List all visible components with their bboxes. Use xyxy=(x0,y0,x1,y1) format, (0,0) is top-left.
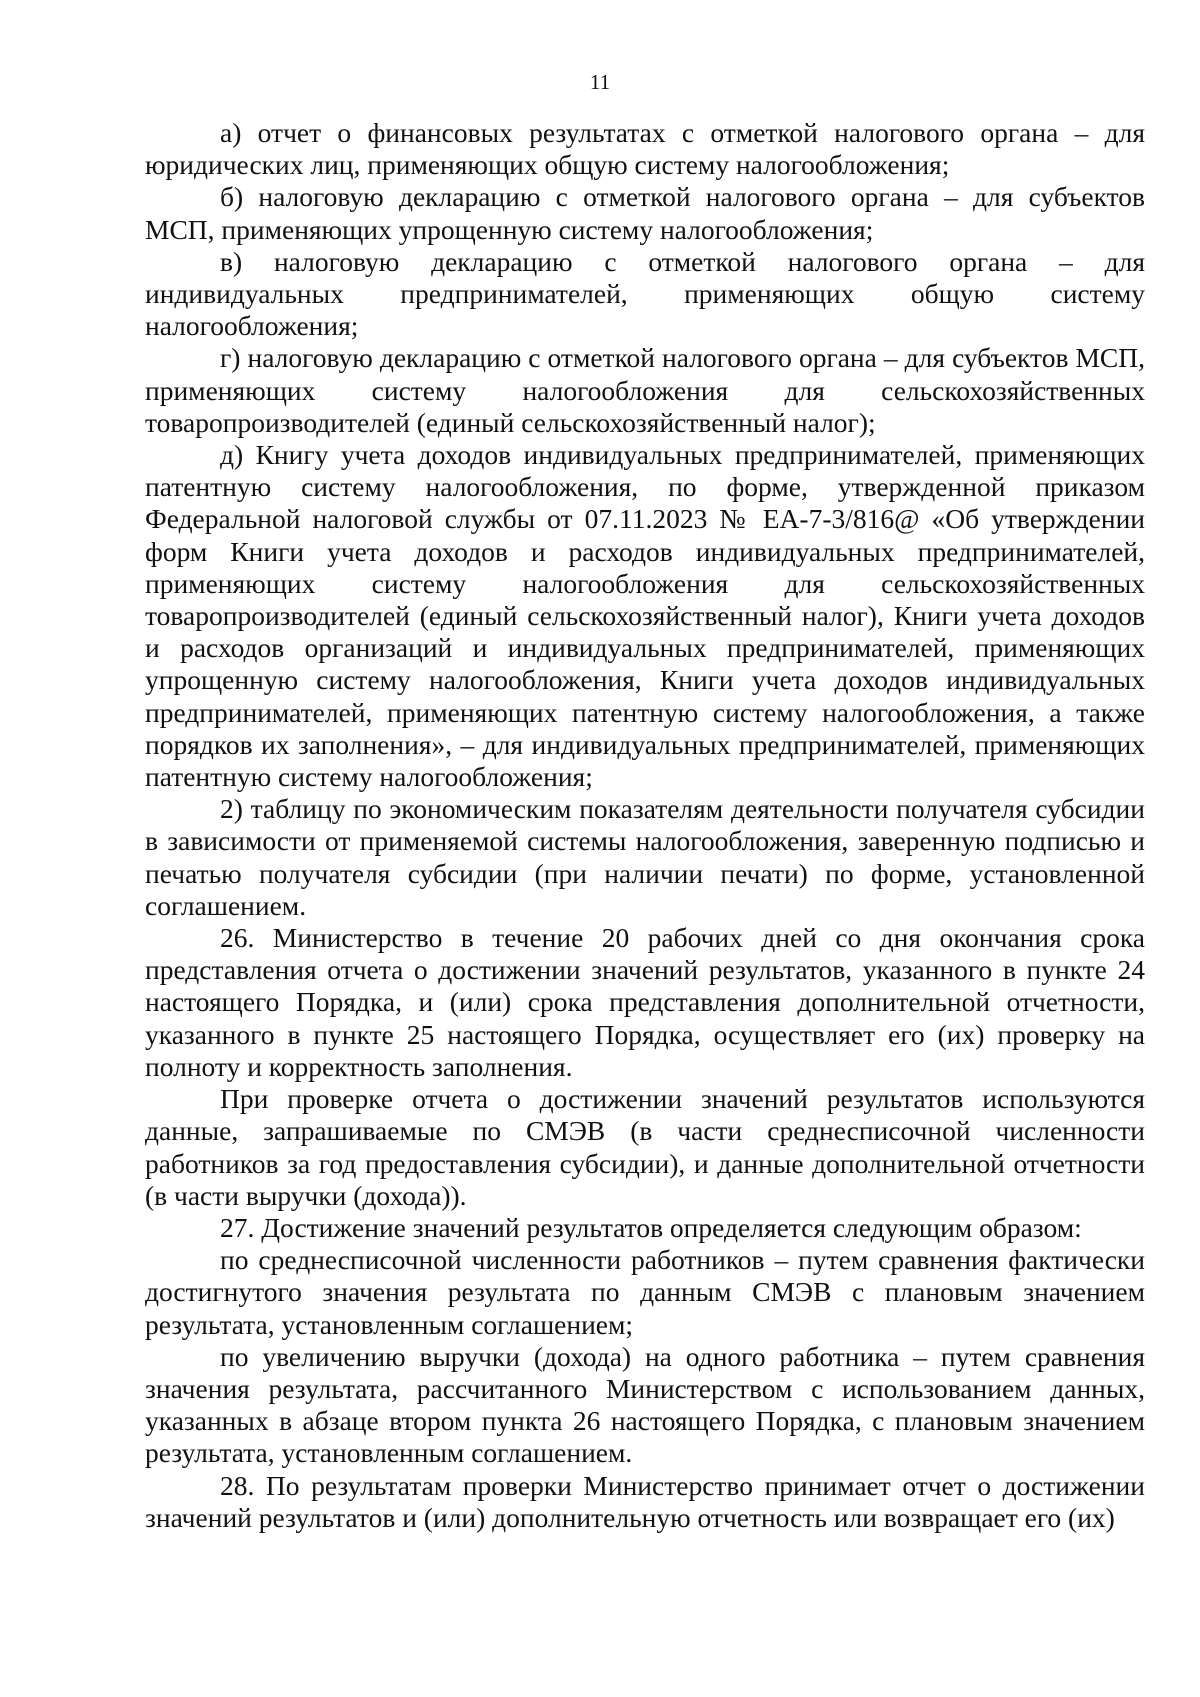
paragraph-clause-26: 26. Министерство в течение 20 рабочих дней со дня окончания срока представления отчета о достижении значений результатов, указанного в пункте 24 настоящего Порядка, и (или) срока представления дополнительной отчетности, указанного в пункте 25 настоящего Порядка, осуществляет его (их) проверку на полноту и корректность заполнения. xyxy=(145,922,1145,1082)
paragraph-item-d: д) Книгу учета доходов индивидуальных предпринимателей, применяющих патентную систему налогообложения, по форме, утвержденной приказом Федеральной налоговой службы от 07.11.2023 № ЕА-7-3/816@ «Об утверждении форм Книги учета доходов и расходов индивидуальных предпринимателей, применяющих систему налогообложения для сельскохозяйственных товаропроизводителей (единый сельскохозяйственный налог), Книги учета доходов и расходов организаций и индивидуальных предпринимателей, применяющих упрощенную систему налогообложения, Книги учета доходов индивидуальных предпринимателей, применяющих патентную систему налогообложения, а также порядков их заполнения», – для индивидуальных предпринимателей, применяющих патентную систему налогообложения; xyxy=(145,439,1145,793)
paragraph-item-v: в) налоговую декларацию с отметкой налогового органа – для индивидуальных предпринимателей, применяющих общую систему налогообложения; xyxy=(145,245,1145,342)
paragraph-clause-27-revenue: по увеличению выручки (дохода) на одного работника – путем сравнения значения результата, рассчитанного Министерством с использованием данных, указанных в абзаце втором пункта 26 настоящего Порядка, с плановым значением результата, установленным соглашением. xyxy=(145,1340,1145,1469)
paragraph-item-a: а) отчет о финансовых результатах с отметкой налогового органа – для юридических лиц, применяющих общую систему налогообложения; xyxy=(145,117,1145,181)
paragraph-clause-26-verification: При проверке отчета о достижении значений результатов используются данные, запрашиваемые по СМЭВ (в части среднесписочной численности работников за год предоставления субсидии), и данные дополнительной отчетности (в части выручки (дохода)). xyxy=(145,1083,1145,1211)
paragraph-clause-28: 28. По результатам проверки Министерство принимает отчет о достижении значений результатов и (или) дополнительную отчетность или возвращает его (их) xyxy=(145,1469,1145,1533)
page-number: 11 xyxy=(589,70,611,94)
paragraph-item-b: б) налоговую декларацию с отметкой налогового органа – для субъектов МСП, применяющих упрощенную систему налогообложения; xyxy=(145,181,1145,245)
paragraph-clause-27-headcount: по среднесписочной численности работников – путем сравнения фактически достигнутого значения результата по данным СМЭВ с плановым значением результата, установленным соглашением; xyxy=(145,1244,1145,1340)
paragraph-item-g: г) налоговую декларацию с отметкой налогового органа – для субъектов МСП, применяющих систему налогообложения для сельскохозяйственных товаропроизводителей (единый сельскохозяйственный налог); xyxy=(145,342,1145,438)
document-body xyxy=(145,117,1145,1534)
paragraph-item-2: 2) таблицу по экономическим показателям деятельности получателя субсидии в зависимости от применяемой системы налогообложения, заверенную подписью и печатью получателя субсидии (при наличии печати) по форме, установленной соглашением. xyxy=(145,793,1145,921)
paragraph-clause-27: 27. Достижение значений результатов определяется следующим образом: xyxy=(220,1211,1082,1243)
